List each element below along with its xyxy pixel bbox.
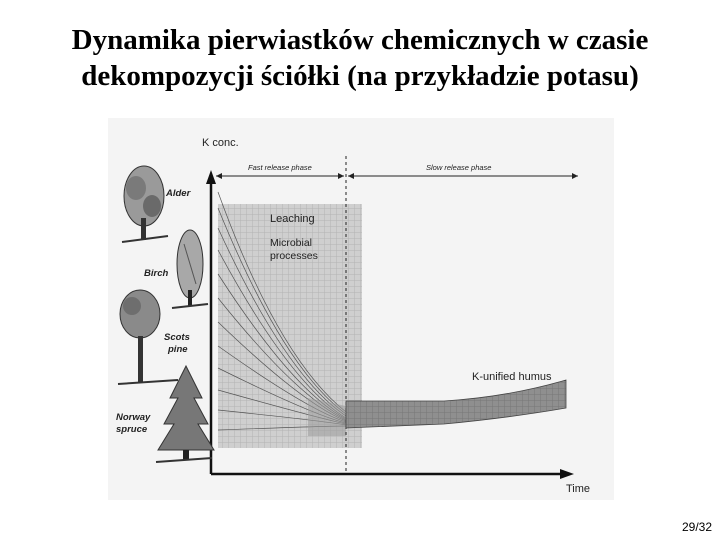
title-line-2: dekompozycji ściółki (na przykładzie potasu) xyxy=(81,60,639,92)
x-axis-label: Time xyxy=(566,483,591,495)
microbial-label-line2: processes xyxy=(270,250,318,262)
slide-title xyxy=(0,22,720,94)
microbial-label-line1: Microbial xyxy=(270,237,313,249)
humus-label: K-unified humus xyxy=(472,371,552,383)
tree-label-scots-line1: Scots xyxy=(164,332,190,343)
tree-label-spruce-line1: Norway xyxy=(116,412,151,423)
slow-release-phase-label: Slow release phase xyxy=(426,163,492,172)
tree-label-birch: Birch xyxy=(144,268,169,279)
tree-label-alder: Alder xyxy=(166,188,191,199)
potassium-dynamics-figure xyxy=(108,118,614,500)
leaching-label: Leaching xyxy=(270,213,315,225)
y-axis-label: K conc. xyxy=(202,137,239,149)
title-line-1: Dynamika pierwiastków chemicznych w czasie xyxy=(71,24,649,56)
page-number: 29/32 xyxy=(681,520,712,534)
fast-release-phase-label: Fast release phase xyxy=(248,163,312,172)
tree-label-spruce-line2: spruce xyxy=(116,424,148,435)
tree-label-scots-line2: pine xyxy=(168,344,188,355)
